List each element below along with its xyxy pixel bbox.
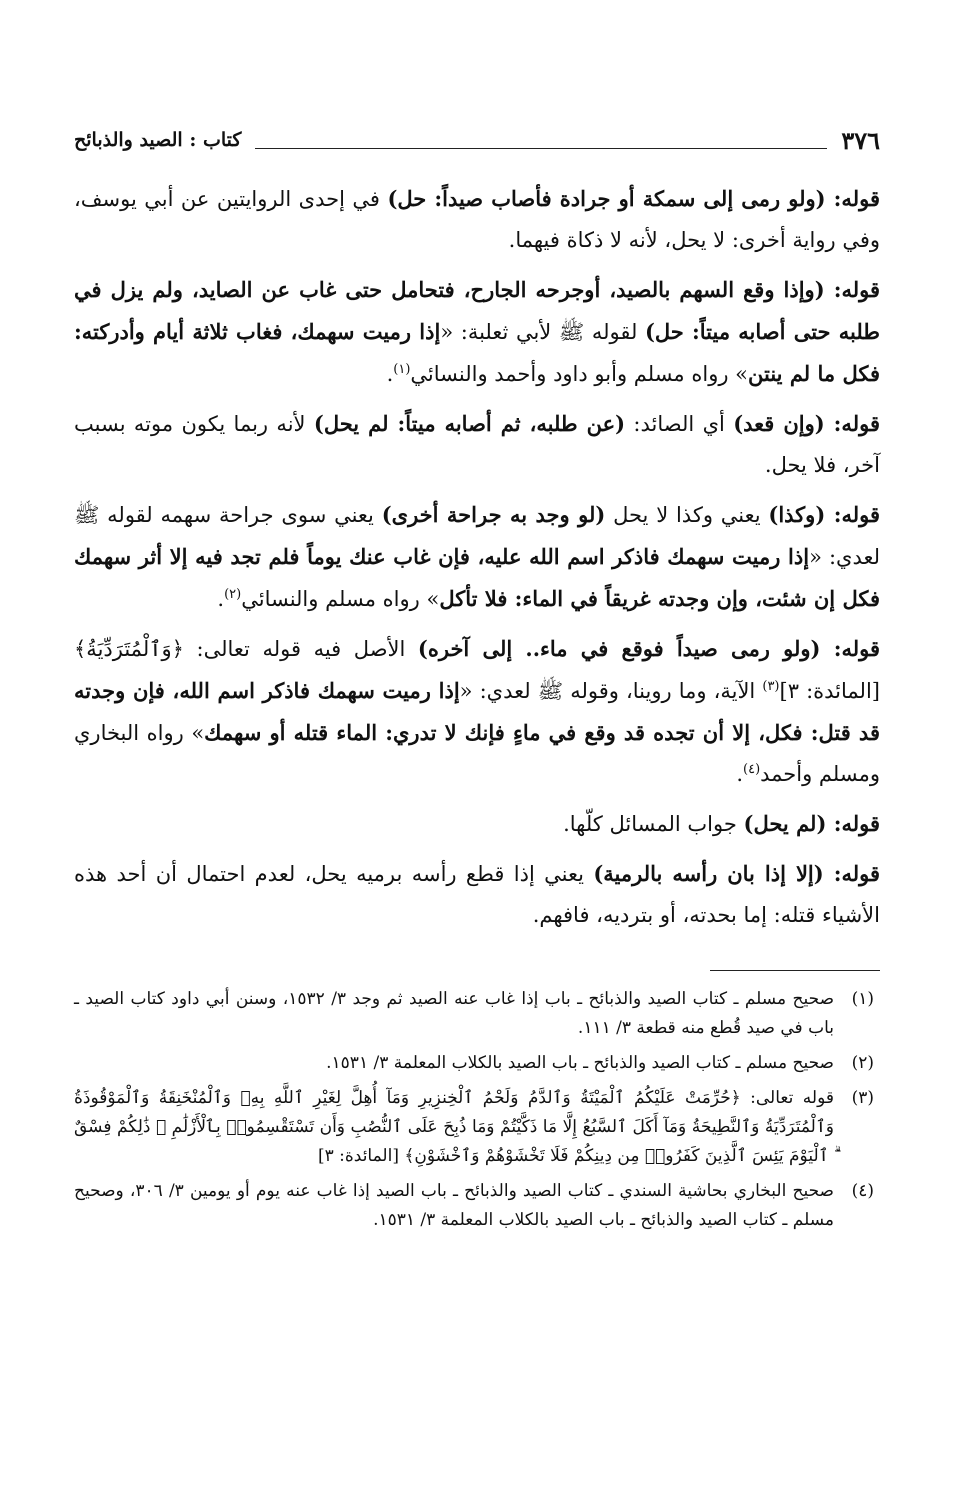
commentary: » رواه مسلم وأبو داود وأحمد والنسائي xyxy=(410,362,748,386)
commentary: في إحدى الروايتين عن أبي يوسف، وفي رواية أخرى: لا يحل، لأنه لا ذكاة فيهما. xyxy=(74,187,880,252)
commentary: يعني إذا قطع رأسه برميه يحل، لعدم احتمال أن أحد هذه الأشياء قتله: إما بحدته، أو بترديه، فافهم. xyxy=(74,862,880,927)
footnote-number: (٢) xyxy=(851,1053,874,1073)
paragraph-6 xyxy=(74,803,880,845)
commentary: يعني سوى جراحة سهمه لقوله ﷺ لعدي: « xyxy=(74,503,881,569)
punctuation: . xyxy=(386,362,394,386)
footnote-separator xyxy=(710,970,880,971)
paragraph-2 xyxy=(74,269,880,395)
commentary: جواب المسائل كلّها. xyxy=(563,812,744,836)
quote-lead: قوله: (وإن قعد) xyxy=(733,411,880,436)
footnote xyxy=(74,1084,874,1171)
paragraph-1 xyxy=(74,178,880,261)
commentary: الآية، وما روينا، وقوله ﷺ لعدي: « xyxy=(459,679,763,703)
quote-continuation: (عن طلبه، ثم أصابه ميتاً: لم يحل) xyxy=(313,411,626,436)
footnote-number: (١) xyxy=(851,989,874,1009)
footnote-text: صحيح مسلم ـ كتاب الصيد والذبائح ـ باب الصيد بالكلاب المعلمة ٣/ ١٥٣١. xyxy=(326,1053,834,1073)
commentary: لقوله ﷺ لأبي ثعلبة: « xyxy=(440,320,645,344)
quote-lead: قوله: (وكذا) xyxy=(768,502,880,527)
footnotes xyxy=(74,985,874,1235)
paragraph-4 xyxy=(74,494,880,620)
commentary: يعني وكذا لا يحل xyxy=(605,503,769,527)
paragraph-5 xyxy=(74,628,880,795)
quote-lead: قوله: (إلا إذا بان رأسه بالرمية) xyxy=(593,861,881,886)
running-title: كتاب : الصيد والذبائح xyxy=(74,129,242,151)
paragraph-3 xyxy=(74,403,880,486)
footnote xyxy=(74,985,874,1043)
footnote-text: صحيح مسلم ـ كتاب الصيد والذبائح ـ باب إذا غاب عنه الصيد ثم وجد ٣/ ١٥٣٢، وسنن أبي داود كتاب الصيد ـ باب في صيد قُطع منه قطعة ٣/ ١١١. xyxy=(74,989,834,1038)
footnote-ref[interactable]: (٤) xyxy=(743,762,761,777)
header-rule xyxy=(255,148,827,149)
book-page xyxy=(74,120,880,1241)
footnote-text: صحيح البخاري بحاشية السندي ـ كتاب الصيد والذبائح ـ باب الصيد إذا غاب عنه يوم أو يومين ٣/ ٣٠٦، وصحيح مسلم ـ كتاب الصيد والذبائح ـ باب الصيد بالكلاب المعلمة ٣/ ١٥٣١. xyxy=(74,1181,834,1230)
commentary: لأنه ربما يكون موته بسبب آخر، فلا يحل. xyxy=(74,412,880,477)
hadith-text: إذا رميت سهمك فاذكر اسم الله، فإن وجدته قد قتل: فكل، إلا أن تجده قد وقع في ماءٍ فإنك لا تدري: الماء قتله أو سهمك xyxy=(74,678,880,745)
quote-lead: قوله: (لم يحل) xyxy=(743,811,880,836)
footnote-text: قوله تعالى: ﴿حُرِّمَتْ عَلَيْكُمُ ٱلْمَيْتَةُ وَٱلدَّمُ وَلَحْمُ ٱلْخِنزِيرِ وَمَآ أُهِلَّ لِغَيْرِ ٱللَّهِ بِهِۦ وَٱلْمُنْخَنِقَةُ وَٱلْمَوْقُوذَةُ وَٱلْمُتَرَدِّيَةُ وَٱلنَّطِيحَةُ وَمَآ أَكَلَ ٱلسَّبُعُ إِلَّا مَا ذَكَّيْتُمْ وَمَا ذُبِحَ عَلَى ٱلنُّصُبِ وَأَن تَسْتَقْسِمُوا۟ بِٱلْأَزْلَٰمِ ۚ ذَٰلِكُمْ فِسْقٌ ۗ ٱلْيَوْمَ يَئِسَ ٱلَّذِينَ كَفَرُوا۟ مِن دِينِكُمْ فَلَا تَخْشَوْهُمْ وَٱخْشَوْنِ﴾ [المائدة: ٣] xyxy=(74,1088,834,1166)
footnote-ref[interactable]: (٣) xyxy=(762,679,780,694)
punctuation: . xyxy=(736,762,743,786)
hadith-text: إذا رميت سهمك، فغاب ثلاثة أيام وأدركته: فكل ما لم ينتن xyxy=(74,319,880,386)
quote-lead: قوله: (ولو رمى إلى سمكة أو جرادة فأصاب صيداً: حل) xyxy=(387,186,880,211)
quote-continuation: (لو وجد به جراحة أخرى) xyxy=(381,502,606,527)
hadith-text: إذا رميت سهمك فاذكر اسم الله عليه، فإن غاب عنك يوماً فلم تجد فيه إلا أثر سهمك فكل إن شئت، وإن وجدته غريقاً في الماء: فلا تأكل xyxy=(74,544,880,611)
punctuation: . xyxy=(217,587,225,611)
footnote xyxy=(74,1049,874,1078)
footnote xyxy=(74,1177,874,1235)
commentary: أي الصائد: xyxy=(625,412,734,436)
paragraph-7 xyxy=(74,853,880,936)
body-text xyxy=(74,178,880,936)
commentary: الأصل فيه قوله تعالى: ﴿وَٱلْمُتَرَدِّيَةُ﴾ [المائدة: ٣] xyxy=(74,637,880,703)
quote-lead: قوله: (وإذا وقع السهم بالصيد، أوجرحه الجارح، فتحامل حتى غاب عن الصايد، ولم يزل في طلبه حتى أصابه ميتاً: حل) xyxy=(74,277,881,344)
footnote-number: (٤) xyxy=(851,1181,874,1201)
footnote-ref[interactable]: (١) xyxy=(393,362,411,377)
footnote-ref[interactable]: (٢) xyxy=(224,587,242,602)
quote-lead: قوله: (ولو رمى صيداً فوقع في ماء.. إلى آخره) xyxy=(417,636,880,661)
footnote-number: (٣) xyxy=(851,1088,874,1108)
commentary: » رواه البخاري ومسلم وأحمد xyxy=(74,721,880,786)
commentary: » رواه مسلم والنسائي xyxy=(241,587,440,611)
page-header xyxy=(74,120,880,160)
page-number: ٣٧٦ xyxy=(841,125,880,155)
